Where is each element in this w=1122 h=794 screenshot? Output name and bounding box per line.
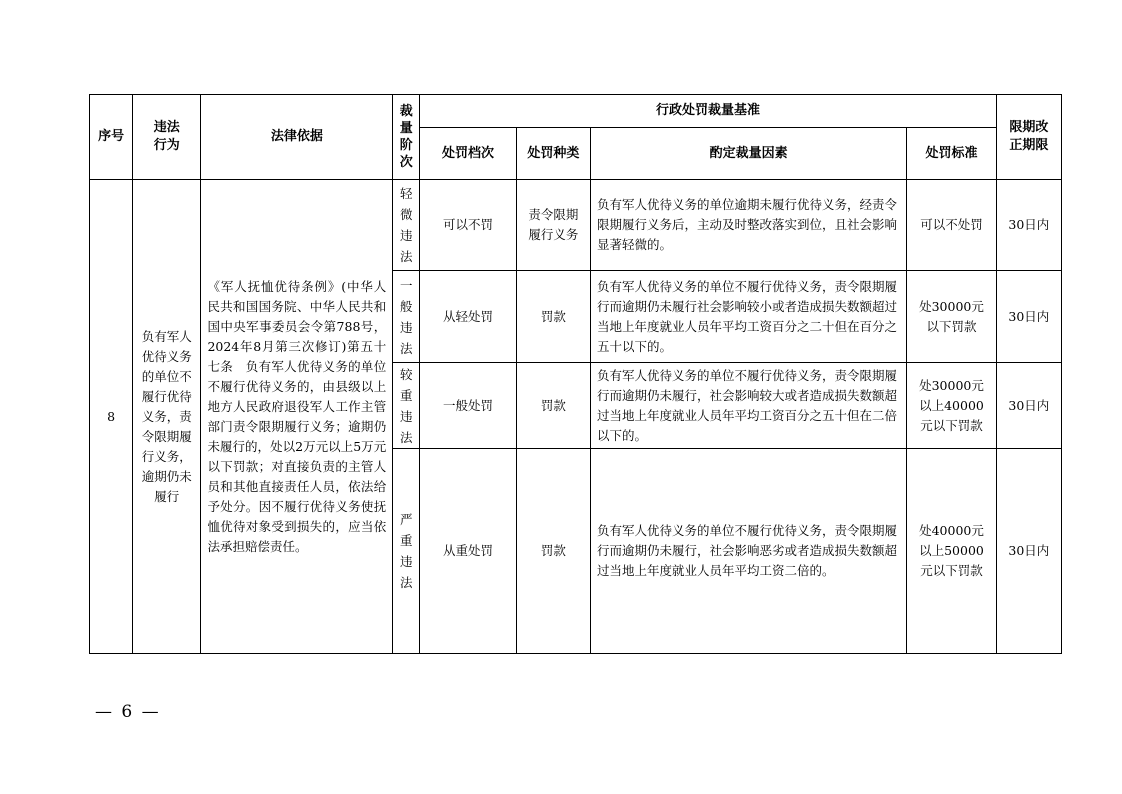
header-tier: 处罚档次 bbox=[420, 128, 516, 180]
header-violation: 违法 行为 bbox=[133, 95, 201, 180]
tier-cell: 一般处罚 bbox=[420, 363, 516, 449]
level-cell: 较 重 违 法 bbox=[393, 363, 420, 449]
header-seq: 序号 bbox=[90, 95, 133, 180]
penalty-standard-table bbox=[89, 94, 1062, 654]
penalty-standard-cell: 可以不处罚 bbox=[907, 180, 996, 271]
penalty-type-cell: 罚款 bbox=[516, 363, 590, 449]
page-number: — 6 — bbox=[95, 702, 161, 722]
penalty-standard-cell: 处40000元以上50000元以下罚款 bbox=[907, 449, 996, 654]
penalty-type-cell: 罚款 bbox=[516, 449, 590, 654]
deadline-cell: 30日内 bbox=[996, 363, 1061, 449]
factors-cell: 负有军人优待义务的单位不履行优待义务，责令限期履行而逾期仍未履行，社会影响较大或者造成损失数额超过当地上年度就业人员年平均工资百分之五十但在二倍以下的。 bbox=[591, 363, 907, 449]
header-penalty-standard: 处罚标准 bbox=[907, 128, 996, 180]
tier-cell: 从轻处罚 bbox=[420, 271, 516, 363]
deadline-cell: 30日内 bbox=[996, 271, 1061, 363]
penalty-standard-cell: 处30000元以上40000元以下罚款 bbox=[907, 363, 996, 449]
level-cell: 一 般 违 法 bbox=[393, 271, 420, 363]
violation-cell: 负有军人优待义务的单位不履行优待义务，责令限期履行义务，逾期仍未履行 bbox=[133, 180, 201, 654]
penalty-type-cell: 罚款 bbox=[516, 271, 590, 363]
level-cell: 轻 微 违 法 bbox=[393, 180, 420, 271]
header-penalty-type: 处罚种类 bbox=[516, 128, 590, 180]
legal-basis-cell: 《军人抚恤优待条例》(中华人民共和国国务院、中华人民共和国中央军事委员会令第788号，2024年8月第三次修订)第五十七条 负有军人优待义务的单位不履行优待义务的，由县级以上地方人民政府退役军人工作主管部门责令限期履行义务；逾期仍未履行的，处以2万元以上5万元以下罚款；对直接负责的主管人员和其他直接责任人员，依法给予处分。因不履行优待义务使抚恤优待对象受到损失的，应当依法承担赔偿责任。 bbox=[201, 180, 393, 654]
tier-cell: 可以不罚 bbox=[420, 180, 516, 271]
level-cell: 严 重 违 法 bbox=[393, 449, 420, 654]
header-deadline: 限期改 正期限 bbox=[996, 95, 1061, 180]
deadline-cell: 30日内 bbox=[996, 180, 1061, 271]
factors-cell: 负有军人优待义务的单位不履行优待义务，责令限期履行而逾期仍未履行社会影响较小或者造成损失数额超过当地上年度就业人员年平均工资百分之二十但在百分之五十以下的。 bbox=[591, 271, 907, 363]
factors-cell: 负有军人优待义务的单位逾期未履行优待义务，经责令限期履行义务后，主动及时整改落实到位，且社会影响显著轻微的。 bbox=[591, 180, 907, 271]
header-standard-group: 行政处罚裁量基准 bbox=[420, 95, 996, 128]
tier-cell: 从重处罚 bbox=[420, 449, 516, 654]
deadline-cell: 30日内 bbox=[996, 449, 1061, 654]
table-row bbox=[90, 180, 1062, 271]
header-legal-basis: 法律依据 bbox=[201, 95, 393, 180]
penalty-standard-cell: 处30000元以下罚款 bbox=[907, 271, 996, 363]
factors-cell: 负有军人优待义务的单位不履行优待义务，责令限期履行而逾期仍未履行，社会影响恶劣或者造成损失数额超过当地上年度就业人员年平均工资二倍的。 bbox=[591, 449, 907, 654]
header-factors: 酌定裁量因素 bbox=[591, 128, 907, 180]
header-level: 裁 量 阶 次 bbox=[393, 95, 420, 180]
penalty-type-cell: 责令限期履行义务 bbox=[516, 180, 590, 271]
seq-cell: 8 bbox=[90, 180, 133, 654]
